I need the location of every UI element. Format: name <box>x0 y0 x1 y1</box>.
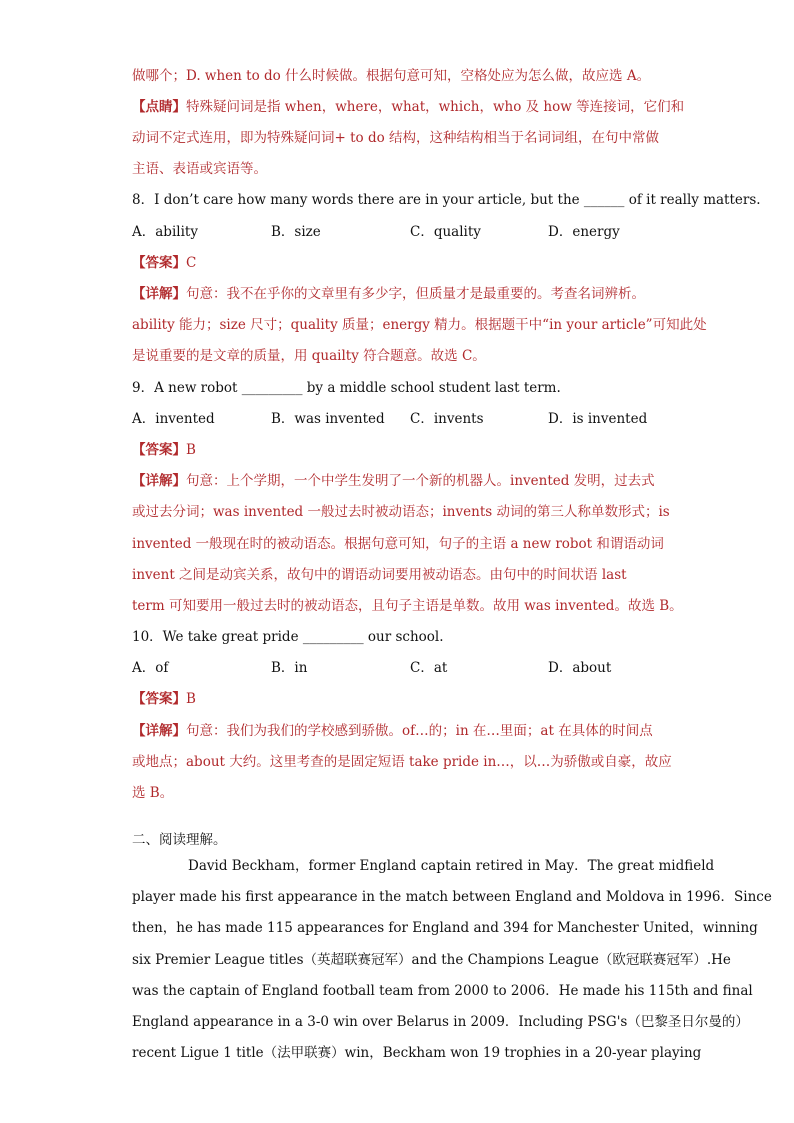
text-line: 动词不定式连用，即为特殊疑问词+ to do 结构，这种结构相当于名词词组，在句中常做 <box>132 130 660 146</box>
detail-line <box>132 722 653 740</box>
detail-text: 选 B。 <box>132 785 174 801</box>
detail-text: term 可知要用一般过去时的被动语态，且句子主语是单数。故用 was invented。故选 B。 <box>132 598 683 614</box>
option-c: C．quality <box>410 224 481 240</box>
option-c: C．invents <box>410 411 484 427</box>
answer-value: C <box>186 255 197 271</box>
passage-line: recent Ligue 1 title（法甲联赛）win，Beckham won 19 trophies in a 20-year playing <box>132 1045 702 1061</box>
detail-line <box>132 472 655 490</box>
detail-text: ability 能力；size 尺寸；quality 质量；energy 精力。根据题干中“in your article”可知此处 <box>132 317 707 333</box>
detail-text: invent 之间是动宾关系，故句中的谓语动词要用被动语态。由句中的时间状语 last <box>132 567 627 583</box>
answer-line <box>132 690 196 708</box>
passage-line: England appearance in a 3-0 win over Belarus in 2009．Including PSG's（巴黎圣日尔曼的） <box>132 1014 749 1030</box>
detail-tag: 【详解】 <box>132 473 186 489</box>
option-b: B．in <box>271 660 308 676</box>
answer-value: B <box>186 691 196 707</box>
passage-line: player made his first appearance in the match between England and Moldova in 1996．Since <box>132 889 772 905</box>
answer-line <box>132 441 196 459</box>
detail-text: 句意：我不在乎你的文章里有多少字，但质量才是最重要的。考查名词辨析。 <box>186 286 645 302</box>
section-title: 二、阅读理解。 <box>132 832 227 848</box>
detail-tag: 【详解】 <box>132 286 186 302</box>
tip-tag: 【点睛】 <box>132 99 186 115</box>
option-c: C．at <box>410 660 448 676</box>
detail-text: 或地点；about 大约。这里考查的是固定短语 take pride in…，以…为骄傲或自豪，故应 <box>132 754 672 770</box>
answer-value: B <box>186 442 196 458</box>
answer-tag: 【答案】 <box>132 691 186 707</box>
answer-line <box>132 254 196 272</box>
detail-text: 或过去分词；was invented 一般过去时被动语态；invents 动词的第三人称单数形式；is <box>132 504 670 520</box>
detail-line <box>132 285 645 303</box>
passage-line: six Premier League titles（英超联赛冠军）and the Champions League（欧冠联赛冠军）.He <box>132 952 731 968</box>
passage-line: then，he has made 115 appearances for England and 394 for Manchester United，winning <box>132 920 758 936</box>
option-d: D．about <box>548 660 612 676</box>
question-stem: 8．I don’t care how many words there are in your article, but the ______ of it really matters. <box>132 192 761 208</box>
question-stem: 10．We take great pride _________ our school. <box>132 629 444 645</box>
detail-text: 句意：上个学期，一个中学生发明了一个新的机器人。invented 发明，过去式 <box>186 473 655 489</box>
passage-line: David Beckham，former England captain retired in May．The great midfield <box>188 858 715 874</box>
detail-text: 是说重要的是文章的质量，用 quailty 符合题意。故选 C。 <box>132 348 486 364</box>
tip-line <box>132 98 684 116</box>
answer-tag: 【答案】 <box>132 255 186 271</box>
question-stem: 9．A new robot _________ by a middle school student last term. <box>132 380 561 396</box>
option-b: B．size <box>271 224 321 240</box>
text-line: 主语、表语或宾语等。 <box>132 161 267 177</box>
detail-tag: 【详解】 <box>132 723 186 739</box>
option-a: A．invented <box>132 411 215 427</box>
detail-text: invented 一般现在时的被动语态。根据句意可知，句子的主语 a new robot 和谓语动词 <box>132 536 664 552</box>
answer-tag: 【答案】 <box>132 442 186 458</box>
option-d: D．energy <box>548 224 620 240</box>
detail-text: 句意：我们为我们的学校感到骄傲。of…的；in 在…里面；at 在具体的时间点 <box>186 723 653 739</box>
option-a: A．of <box>132 660 169 676</box>
option-a: A．ability <box>132 224 198 240</box>
text-line: 做哪个；D. when to do 什么时候做。根据句意可知，空格处应为怎么做，故应选 A。 <box>132 68 651 84</box>
passage-line: was the captain of England football team from 2000 to 2006．He made his 115th and final <box>132 983 753 999</box>
tip-text: 特殊疑问词是指 when，where，what，which，who 及 how 等连接词，它们和 <box>186 99 685 115</box>
option-b: B．was invented <box>271 411 385 427</box>
option-d: D．is invented <box>548 411 648 427</box>
